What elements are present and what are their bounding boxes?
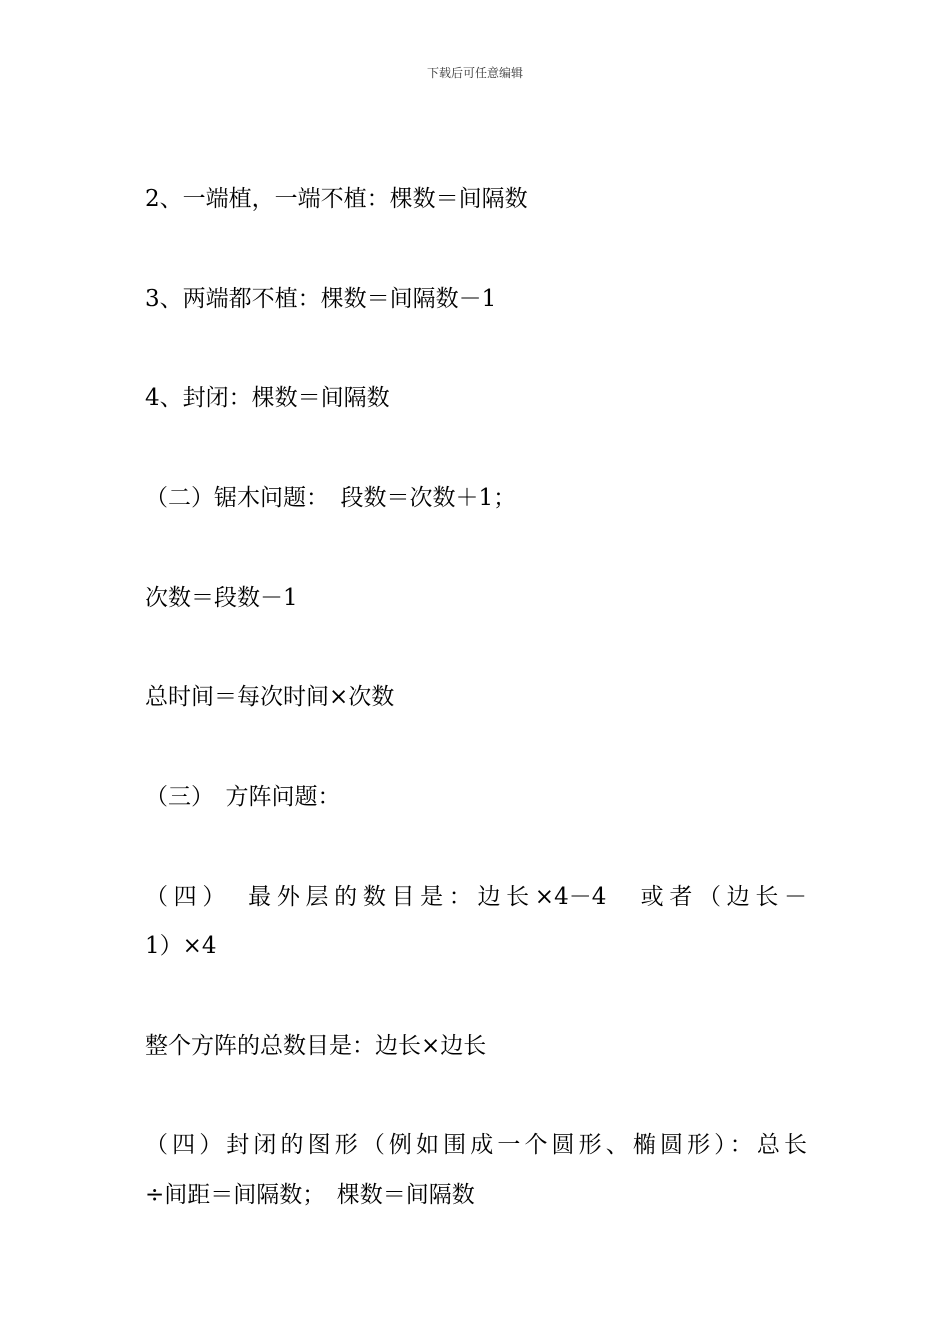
text-line-planting-no-ends: 3、两端都不植：棵数＝间隔数－1 [145, 286, 497, 312]
text-line-square-array-heading: （三） 方阵问题： [145, 784, 341, 810]
text-line-sawing-problem: （二）锯木问题： 段数＝次数＋1； [145, 485, 517, 511]
page-header-note: 下载后可任意编辑 [426, 66, 523, 80]
text-line-total-time: 总时间＝每次时间×次数 [145, 684, 395, 710]
text-line-planting-one-end: 2、一端植，一端不植：棵数＝间隔数 [145, 186, 528, 212]
text-line-closed-shape: （四）封闭的图形（例如围成一个圆形、椭圆形）：总长 [145, 1132, 807, 1158]
text-line-closed-shape-cont: ÷间距＝间隔数； 棵数＝间隔数 [145, 1182, 475, 1208]
text-line-outer-layer: （四） 最外层的数目是：边长×4－4 或者（边长－ [145, 884, 807, 910]
text-line-array-total: 整个方阵的总数目是：边长×边长 [145, 1033, 487, 1059]
text-line-cuts-formula: 次数＝段数－1 [145, 585, 298, 611]
text-line-outer-layer-cont: 1）×4 [145, 933, 217, 959]
text-line-planting-closed: 4、封闭：棵数＝间隔数 [145, 385, 390, 411]
